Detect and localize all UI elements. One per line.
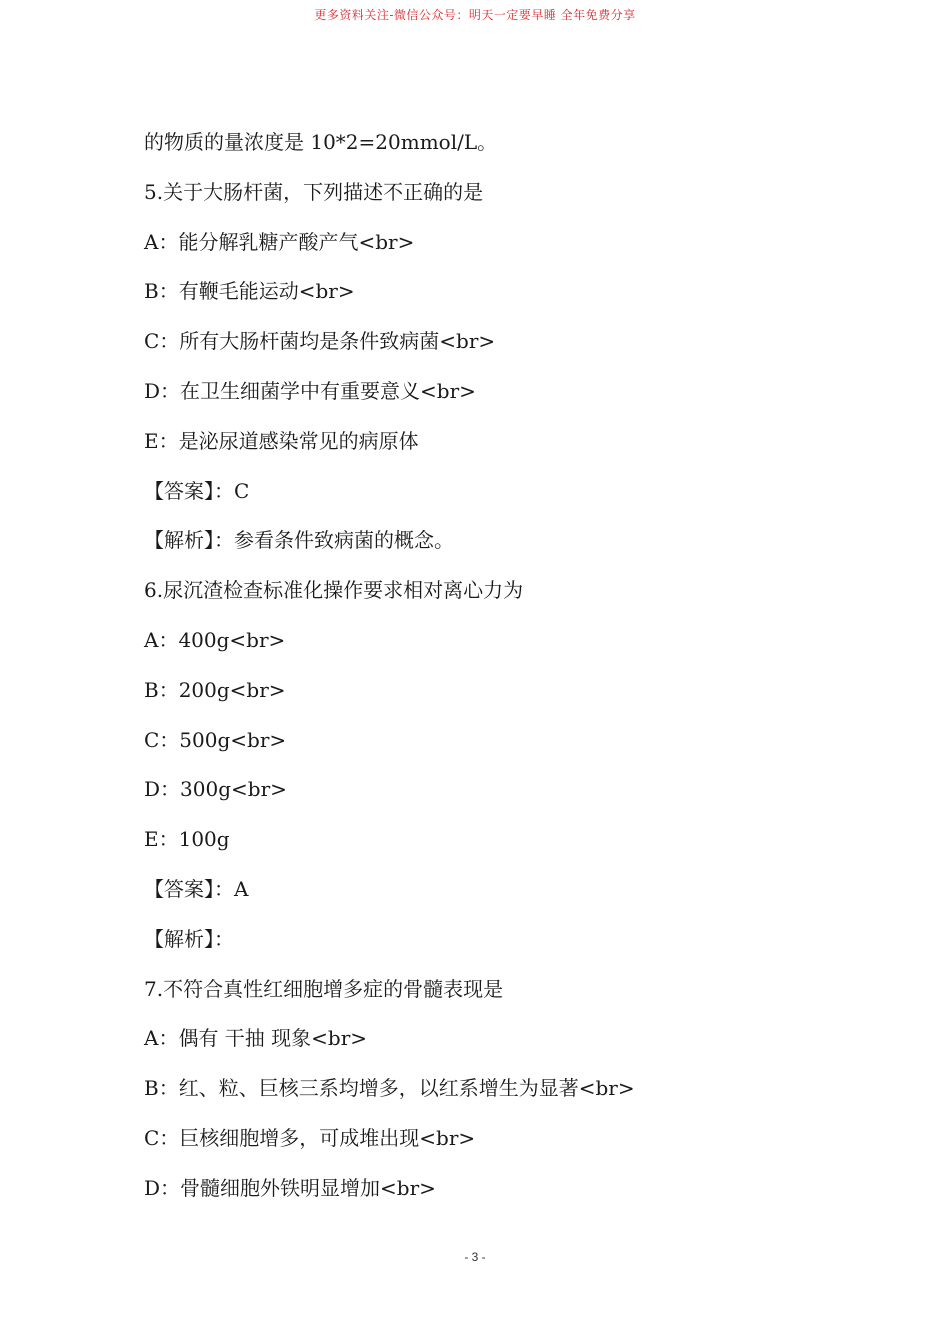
question-5-option-d: D：在卫生细菌学中有重要意义<br>: [144, 378, 476, 403]
page-number: - 3 -: [464, 1250, 486, 1264]
question-6-analysis: 【解析】：: [144, 926, 234, 951]
question-7-stem: 7.不符合真性红细胞增多症的骨髓表现是: [144, 976, 504, 1001]
question-6-option-b: B：200g<br>: [144, 677, 286, 702]
question-7-option-a: A：偶有 干抽 现象<br>: [144, 1026, 368, 1051]
question-5-analysis: 【解析】：参看条件致病菌的概念。: [144, 528, 454, 553]
question-6-option-d: D：300g<br>: [144, 777, 287, 802]
header-banner: 更多资料关注-微信公众号：明天一定要早睡 全年免费分享: [314, 8, 636, 22]
question-5-option-b: B：有鞭毛能运动<br>: [144, 279, 355, 304]
question-7-option-d: D：骨髓细胞外铁明显增加<br>: [144, 1175, 436, 1200]
question-7-option-b: B：红、粒、巨核三系均增多，以红系增生为显著<br>: [144, 1076, 635, 1101]
question-7-option-c: C：巨核细胞增多，可成堆出现<br>: [144, 1125, 476, 1150]
question-5-option-a: A：能分解乳糖产酸产气<br>: [144, 229, 415, 254]
question-5-stem: 5.关于大肠杆菌，下列描述不正确的是: [144, 179, 484, 204]
question-6-option-a: A：400g<br>: [144, 627, 286, 652]
question-6-answer: 【答案】：A: [144, 876, 249, 901]
question-5-option-e: E：是泌尿道感染常见的病原体: [144, 428, 419, 453]
document-body: [144, 118, 824, 1214]
text-line: 的物质的量浓度是 10*2=20mmol/L。: [144, 130, 498, 154]
question-5-option-c: C：所有大肠杆菌均是条件致病菌<br>: [144, 329, 496, 354]
question-5-answer: 【答案】：C: [144, 478, 250, 503]
question-6-option-e: E：100g: [144, 827, 230, 852]
question-6-stem: 6.尿沉渣检查标准化操作要求相对离心力为: [144, 578, 524, 603]
question-6-option-c: C：500g<br>: [144, 727, 287, 752]
